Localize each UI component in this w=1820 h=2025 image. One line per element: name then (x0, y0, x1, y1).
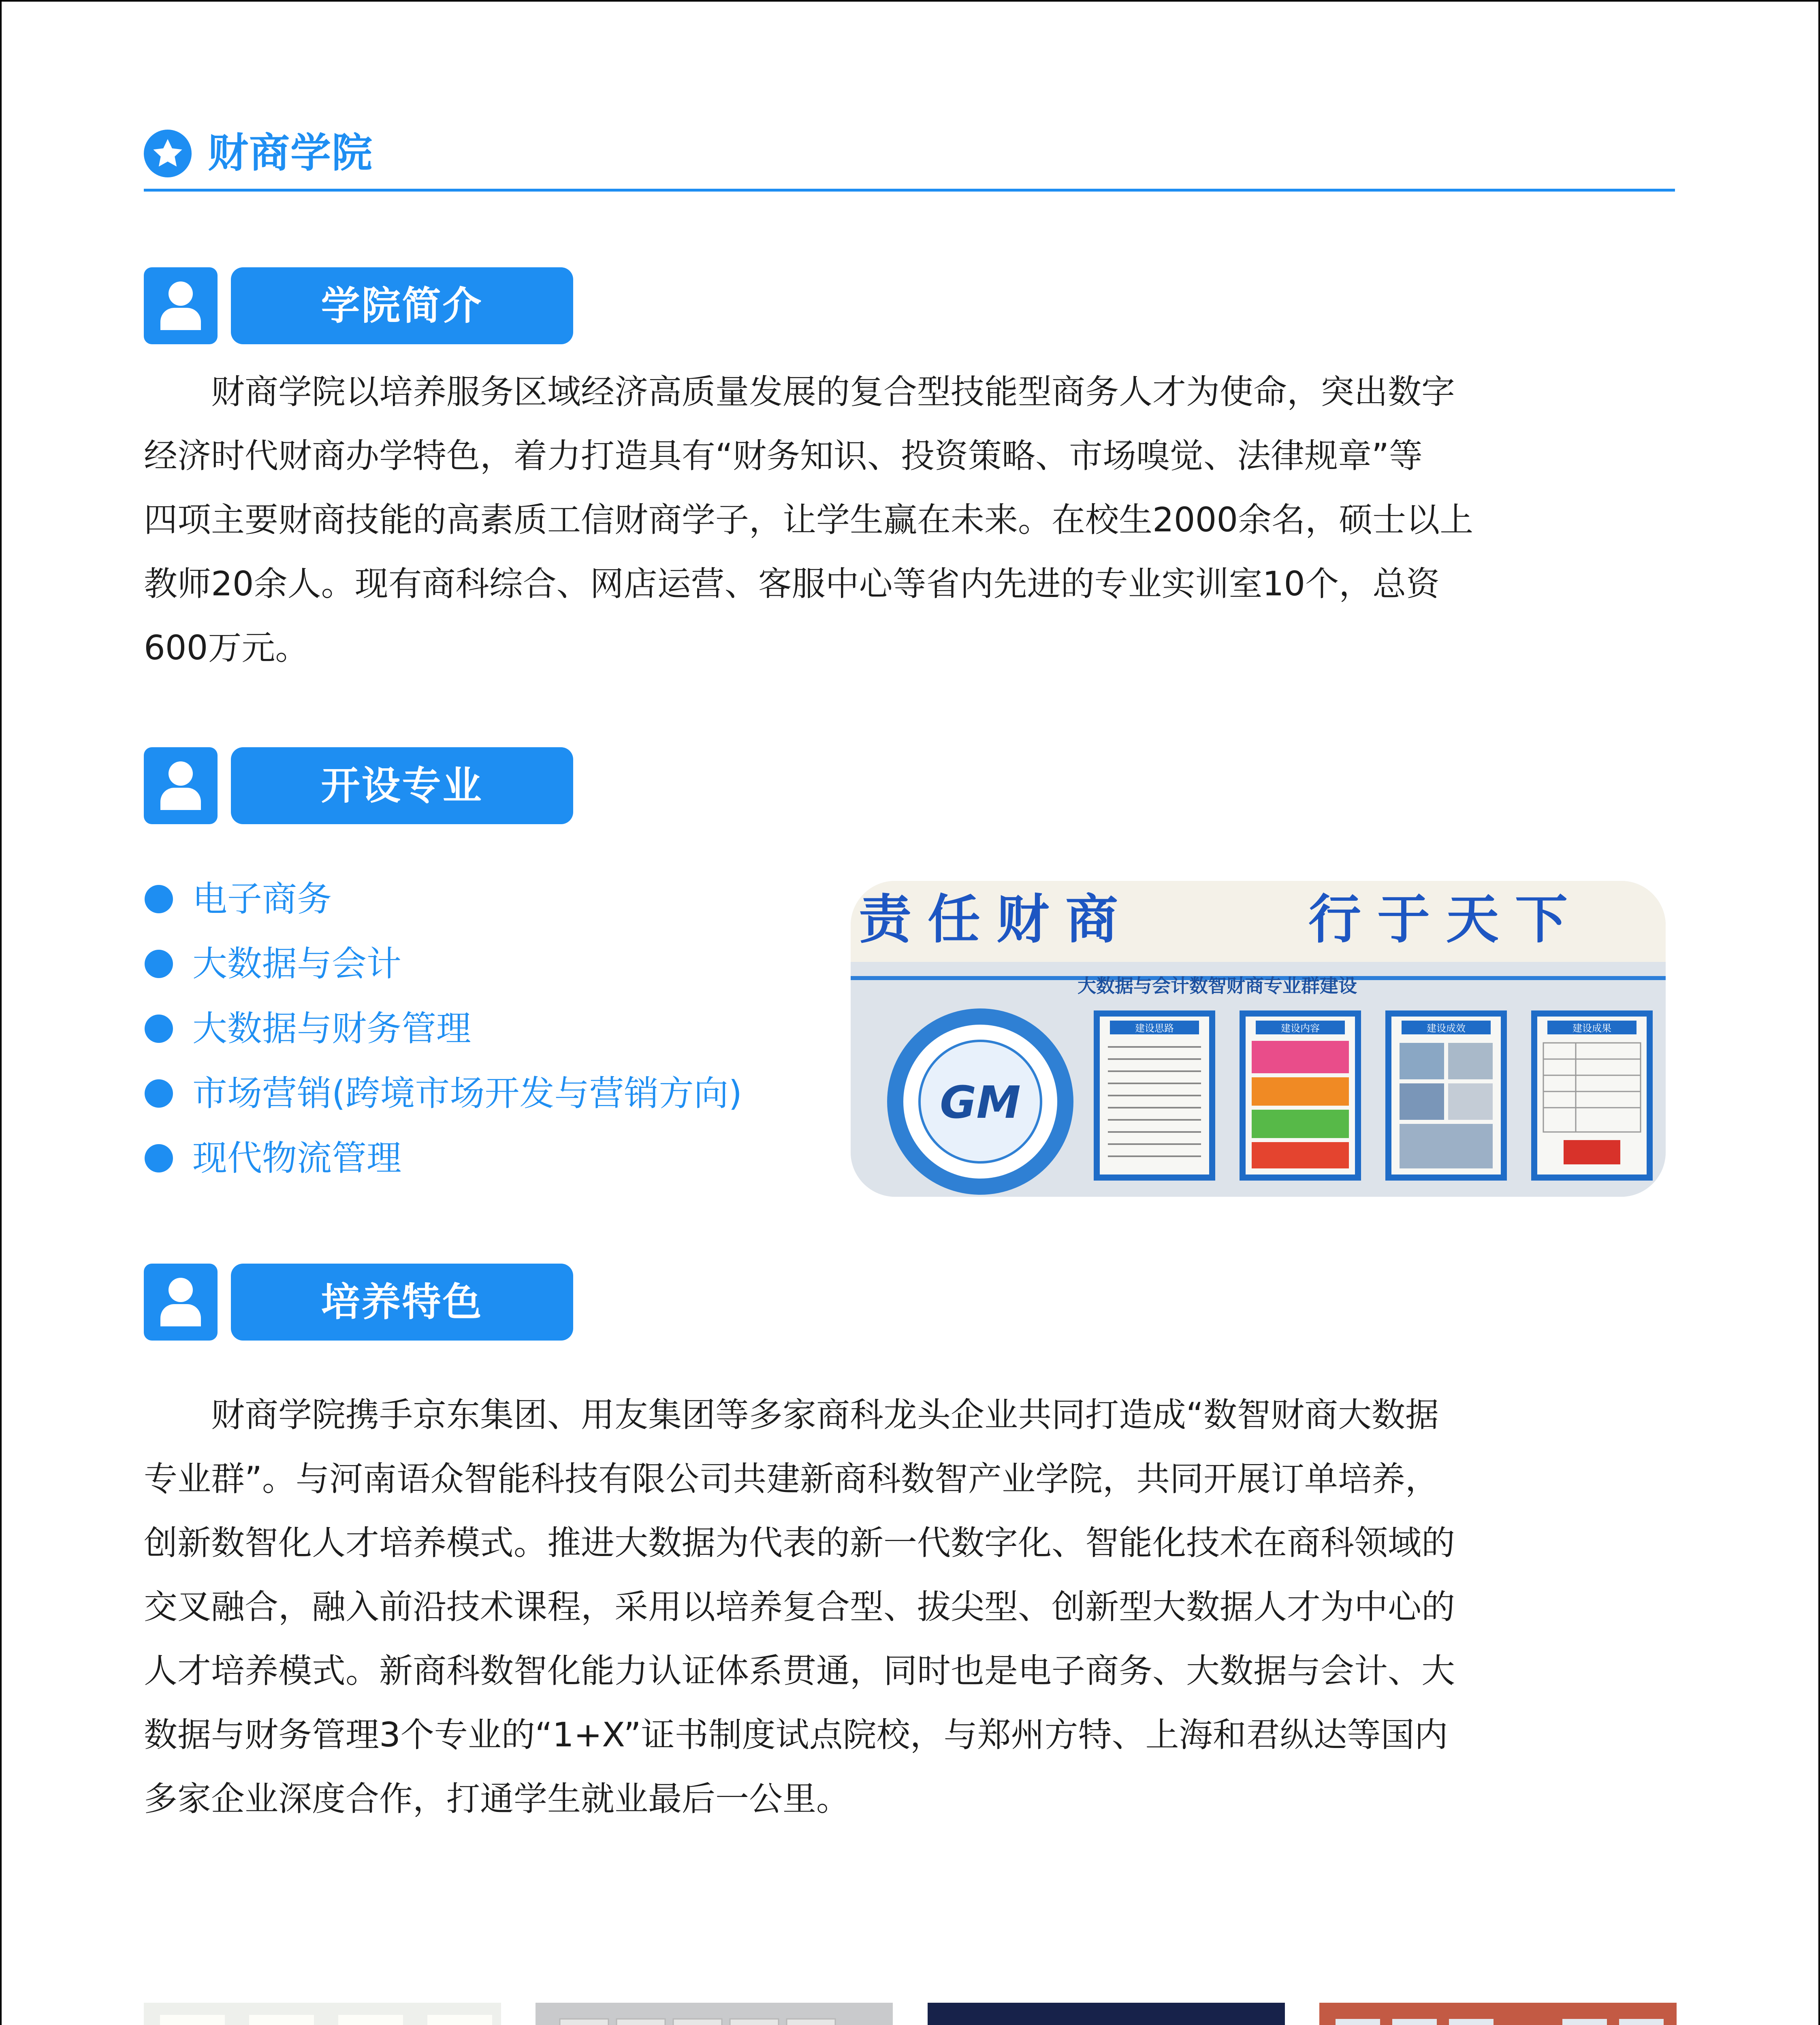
photo-classroom (144, 2003, 501, 2025)
features-line: 专业群”。与河南语众智能科技有限公司共建新商科数智产业学院，共同开展订单培养， (144, 1459, 1439, 1498)
major-name: 电子商务 (192, 879, 332, 919)
features-paragraph (144, 1383, 1675, 1831)
page-header (144, 122, 1675, 192)
features-line: 多家企业深度合作，打通学生就业最后一公里。 (144, 1779, 850, 1818)
features-line: 创新数智化人才培养模式。推进大数据为代表的新一代数字化、智能化技术在商科领域的 (144, 1523, 1455, 1562)
intro-paragraph (144, 360, 1675, 680)
page-title: 财商学院 (208, 129, 373, 177)
emblem-logo: GM (940, 1076, 1021, 1128)
major-name: 现代物流管理 (192, 1138, 401, 1179)
major-name: 市场营销(跨境市场开发与营销方向) (192, 1073, 743, 1114)
bullet-icon (145, 1079, 173, 1108)
section-title-intro: 学院简介 (231, 267, 573, 344)
features-line: 人才培养模式。新商科数智化能力认证体系贯通，同时也是电子商务、大数据与会计、大 (144, 1651, 1455, 1690)
board-title: 建设思路 (1135, 1023, 1174, 1034)
wall-banner: 大数据与会计数智财商专业群建设 (1077, 975, 1357, 997)
board-title: 建设成效 (1427, 1023, 1466, 1034)
board-title: 建设内容 (1281, 1023, 1320, 1034)
list-item (144, 867, 832, 932)
intro-line: 600万元。 (144, 628, 309, 667)
user-icon (144, 747, 218, 824)
majors-list (144, 867, 832, 1191)
user-icon (144, 267, 218, 344)
list-item (144, 996, 832, 1061)
intro-line: 财商学院以培养服务区域经济高质量发展的复合型技能型商务人才为使命，突出数字 (144, 372, 1455, 411)
intro-line: 四项主要财商技能的高素质工信财商学子，让学生赢在未来。在校生2000余名，硕士以上 (144, 500, 1474, 539)
bullet-icon (145, 1144, 173, 1172)
features-line: 数据与财务管理3个专业的“1+X”证书制度试点院校，与郑州方特、上海和君纵达等国内 (144, 1715, 1448, 1754)
section-title-majors: 开设专业 (231, 747, 573, 824)
bullet-icon (145, 950, 173, 978)
user-icon (144, 1264, 218, 1341)
photo-jd-visit (536, 2003, 893, 2025)
bullet-icon (145, 885, 173, 913)
features-line: 财商学院携手京东集团、用友集团等多家商科龙头企业共同打造成“数智财商大数据 (144, 1395, 1439, 1435)
photo-competition-award (928, 2003, 1285, 2025)
star-icon (144, 130, 192, 177)
list-item (144, 1126, 832, 1191)
board-title: 建设成果 (1572, 1023, 1611, 1034)
list-item (144, 932, 832, 996)
photo-campus-market (1319, 2003, 1677, 2025)
features-line: 交叉融合，融入前沿技术课程，采用以培养复合型、拔尖型、创新型大数据人才为中心的 (144, 1587, 1455, 1626)
section-header-majors (144, 747, 573, 824)
section-title-features: 培养特色 (231, 1264, 573, 1341)
bullet-icon (145, 1015, 173, 1043)
list-item (144, 1061, 832, 1126)
intro-line: 经济时代财商办学特色，着力打造具有“财务知识、投资策略、市场嗅觉、法律规章”等 (144, 436, 1423, 475)
intro-line: 教师20余人。现有商科综合、网店运营、客服中心等省内先进的专业实训室10个，总资 (144, 564, 1440, 603)
major-name: 大数据与财务管理 (192, 1008, 471, 1049)
major-name: 大数据与会计 (192, 944, 401, 984)
section-header-features (144, 1264, 573, 1341)
section-header-intro (144, 267, 573, 344)
feature-photo (851, 881, 1666, 1197)
slogan-left: 责任财商 (859, 888, 1135, 950)
slogan-right: 行于天下 (1308, 888, 1584, 950)
